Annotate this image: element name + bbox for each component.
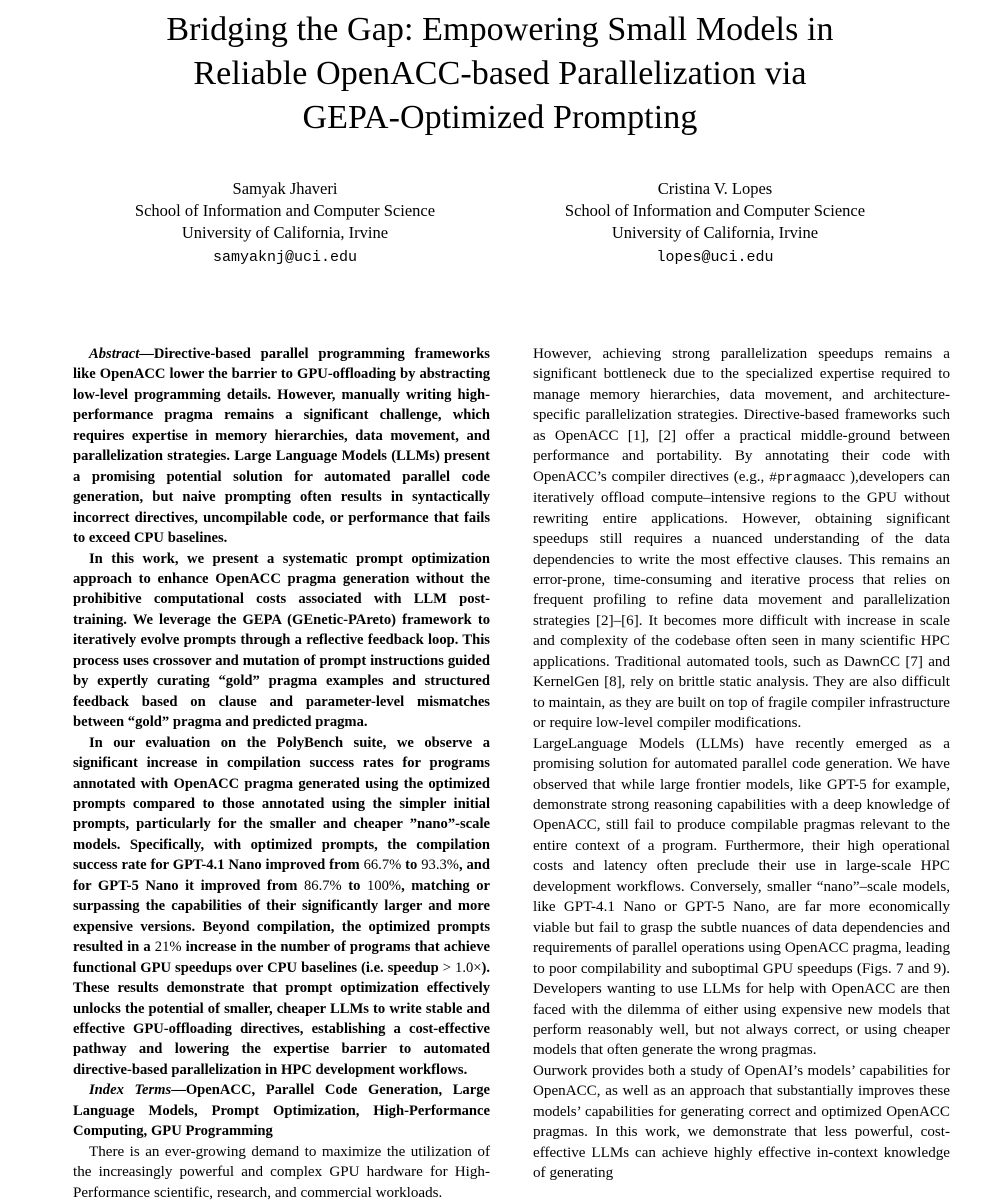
abstract-text-3d: to [341, 877, 367, 894]
author-name: Samyak Jhaveri [232, 179, 338, 198]
intro-paragraph-2-continued: LargeLanguage Models (LLMs) have recently emerged as a promising solution for automated parallel code generation. We have observed that while large frontier models, like GPT-5 for example, demonstrate strong reasoning capabilities with a deep knowledge of OpenACC, still fail to produce compilable pragmas relevant to the entire context of a program. Furthermore, their high operational costs and latency often preclude their use in large-scale HPC development workflows. Conversely, smaller “nano”–scale models, like GPT-4.1 Nano or GPT-5 Nano, are far more economically viable but fail to grasp the subtle nuances of data dependencies and requirements of parallel operations using OpenACC pragma, leading to poor compilability and suboptimal GPU speedups (Figs. 7 and 9). Developers wanting to use LLMs for help with OpenACC are then faced with the dilemma of either using expensive new models that perform reasonably well, but not always correct, or using cheaper models that often generate the wrong pragmas. [533, 735, 950, 1059]
intro-text-1a: There is an ever-growing demand to maximize the utilization of the increasingly powerful and complex GPU hardware for High-Performance scientific, research, and commercial workloads. [73, 1143, 490, 1201]
abstract-text-3g: ). These results demonstrate that prompt optimization effectively unlocks the potential of smaller, cheaper LLMs to write stable and effective GPU-offloading directives, establishing a cost-effective pathway and lowering the expertise barrier to automated directive-based parallelization in HPC development workflows. [73, 959, 491, 1078]
body-columns [73, 344, 950, 1204]
metric-speedup-threshold: > 1.0× [442, 959, 482, 976]
author-school: School of Information and Computer Science [134, 201, 436, 220]
metric-speedup-increase: 21% [154, 939, 182, 956]
abstract-label: Abstract [89, 346, 140, 362]
author-block [70, 178, 930, 270]
intro-paragraph-1 [73, 1142, 490, 1203]
inline-code-pragma: #pragma [769, 469, 826, 485]
index-terms-dash: — [171, 1082, 186, 1099]
column-right [533, 344, 950, 1204]
index-terms-label: Index Terms [89, 1082, 172, 1099]
title-line-1: Bridging the Gap: Empowering Small Models in [166, 11, 834, 48]
metric-gpt5nano-before: 86.7% [304, 877, 342, 894]
column-left [73, 344, 490, 1204]
author-email[interactable]: samyaknj@uci.edu [212, 249, 358, 266]
abstract-paragraph-3 [73, 733, 490, 1081]
metric-gpt5nano-after: 100% [367, 877, 402, 894]
abstract-text-3c: , and for GPT-5 Nano it improved from [73, 857, 491, 894]
abstract-paragraph-1 [73, 344, 490, 549]
author-name: Cristina V. Lopes [657, 179, 773, 198]
page-title [70, 8, 930, 140]
abstract-text-3f: increase in the number of programs that achieve functional GPU speedups over CPU baselines (i.e. speedup [73, 939, 490, 976]
author-entry-1 [70, 178, 500, 270]
metric-gpt41nano-after: 93.3% [421, 857, 459, 874]
author-email[interactable]: lopes@uci.edu [656, 249, 774, 266]
index-terms-paragraph [73, 1080, 490, 1141]
metric-gpt41nano-before: 66.7% [363, 857, 402, 874]
title-line-2: Reliable OpenACC-based Parallelization via [193, 55, 807, 92]
intro-text-2: Large [533, 735, 568, 752]
author-entry-2 [500, 178, 930, 270]
title-line-3: GEPA-Optimized Prompting [302, 99, 698, 136]
abstract-text-3e: , matching or surpassing the capabilities of their significantly larger and more expensive versions. Beyond compilation, the optimized prompts resulted in a [73, 877, 490, 956]
abstract-text-3a: In our evaluation on the PolyBench suite, we observe a significant increase in compilation success rates for programs annotated with OpenACC pragma generated using the optimized prompts compared to those annotated using the simpler initial prompts, particularly for the smaller and cheaper ”nano”-scale models. Specifically, with optimized prompts, the compilation success rate for GPT-4.1 Nano improved from [73, 734, 490, 874]
abstract-paragraph-2 [73, 549, 490, 733]
intro-text-3: Our [533, 1062, 557, 1079]
author-university: University of California, Irvine [611, 223, 819, 242]
abstract-text-2: In this work, we present a systematic prompt optimization approach to enhance OpenACC pragma generation without the prohibitive computational costs associated with LLM post-training. We leverage the GEPA (GEnetic-PAreto) framework to iteratively evolve prompts through a reflective feedback loop. This process uses crossover and mutation of prompt instructions guided by expertly curating “gold” pragma examples and structured feedback based on clause and parameter-level mismatches between “gold” pragma and predicted pragma. [73, 550, 490, 731]
abstract-text-3b: to [401, 857, 422, 874]
author-school: School of Information and Computer Science [564, 201, 866, 220]
intro-paragraph-3-continued: Ourwork provides both a study of OpenAI’s models’ capabilities for OpenACC, as well as an approach that substantially improves these models’ capabilities for generating correct and optimized OpenACC pragmas. In this work, we demonstrate that less powerful, cost-effective LLMs can achieve highly effective in-context knowledge of generating [533, 1062, 950, 1182]
author-university: University of California, Irvine [181, 223, 389, 242]
intro-paragraph-1-continued: However, achieving strong parallelization speedups remains a significant bottleneck due to the specialized expertise required to manage memory hierarchies, data movement, and architecture-specific parallelization strategies. Directive-based frameworks such as OpenACC [1], [2] offer a practical middle-ground between performance and portability. By annotating their code with OpenACC’s compiler directives (e.g., #pragmaacc ),developers can iteratively offload compute–intensive regions to the GPU without rewriting entire applications. However, obtaining significant speedups still requires a nuanced understanding of the data dependencies to write the most effective clauses. This remains an error-prone, time-consuming and iterative process that relies on frequent profiling to refine data movement and parallelization strategies [2]–[6]. It becomes more difficult with increase in scale and complexity of the codebase often seen in many scientific HPC applications. Traditional automated tools, such as DawnCC [7] and KernelGen [8], rely on brittle static analysis. They are also difficult to maintain, as they are built on top of fragile compiler infrastructure or require low-level compiler modifications. [533, 346, 951, 732]
index-terms-text: OpenACC, Parallel Code Generation, Large Language Models, Prompt Optimization, High-Performance Computing, GPU Programming [73, 1082, 490, 1140]
abstract-text-1: Directive-based parallel programming frameworks like OpenACC lower the barrier to GPU-offloading by abstracting low-level programming details. However, manually writing high-performance pragma remains a significant challenge, which requires expertise in memory hierarchies, data movement, and parallelization strategies. Large Language Models (LLMs) present a promising potential solution for automated parallel code generation, but naive prompting often results in syntactically incorrect directives, uncompilable code, or performance that fails to exceed CPU baselines. [73, 346, 490, 547]
abstract-dash: — [139, 346, 154, 362]
intro-text-1b: ), [850, 468, 859, 485]
